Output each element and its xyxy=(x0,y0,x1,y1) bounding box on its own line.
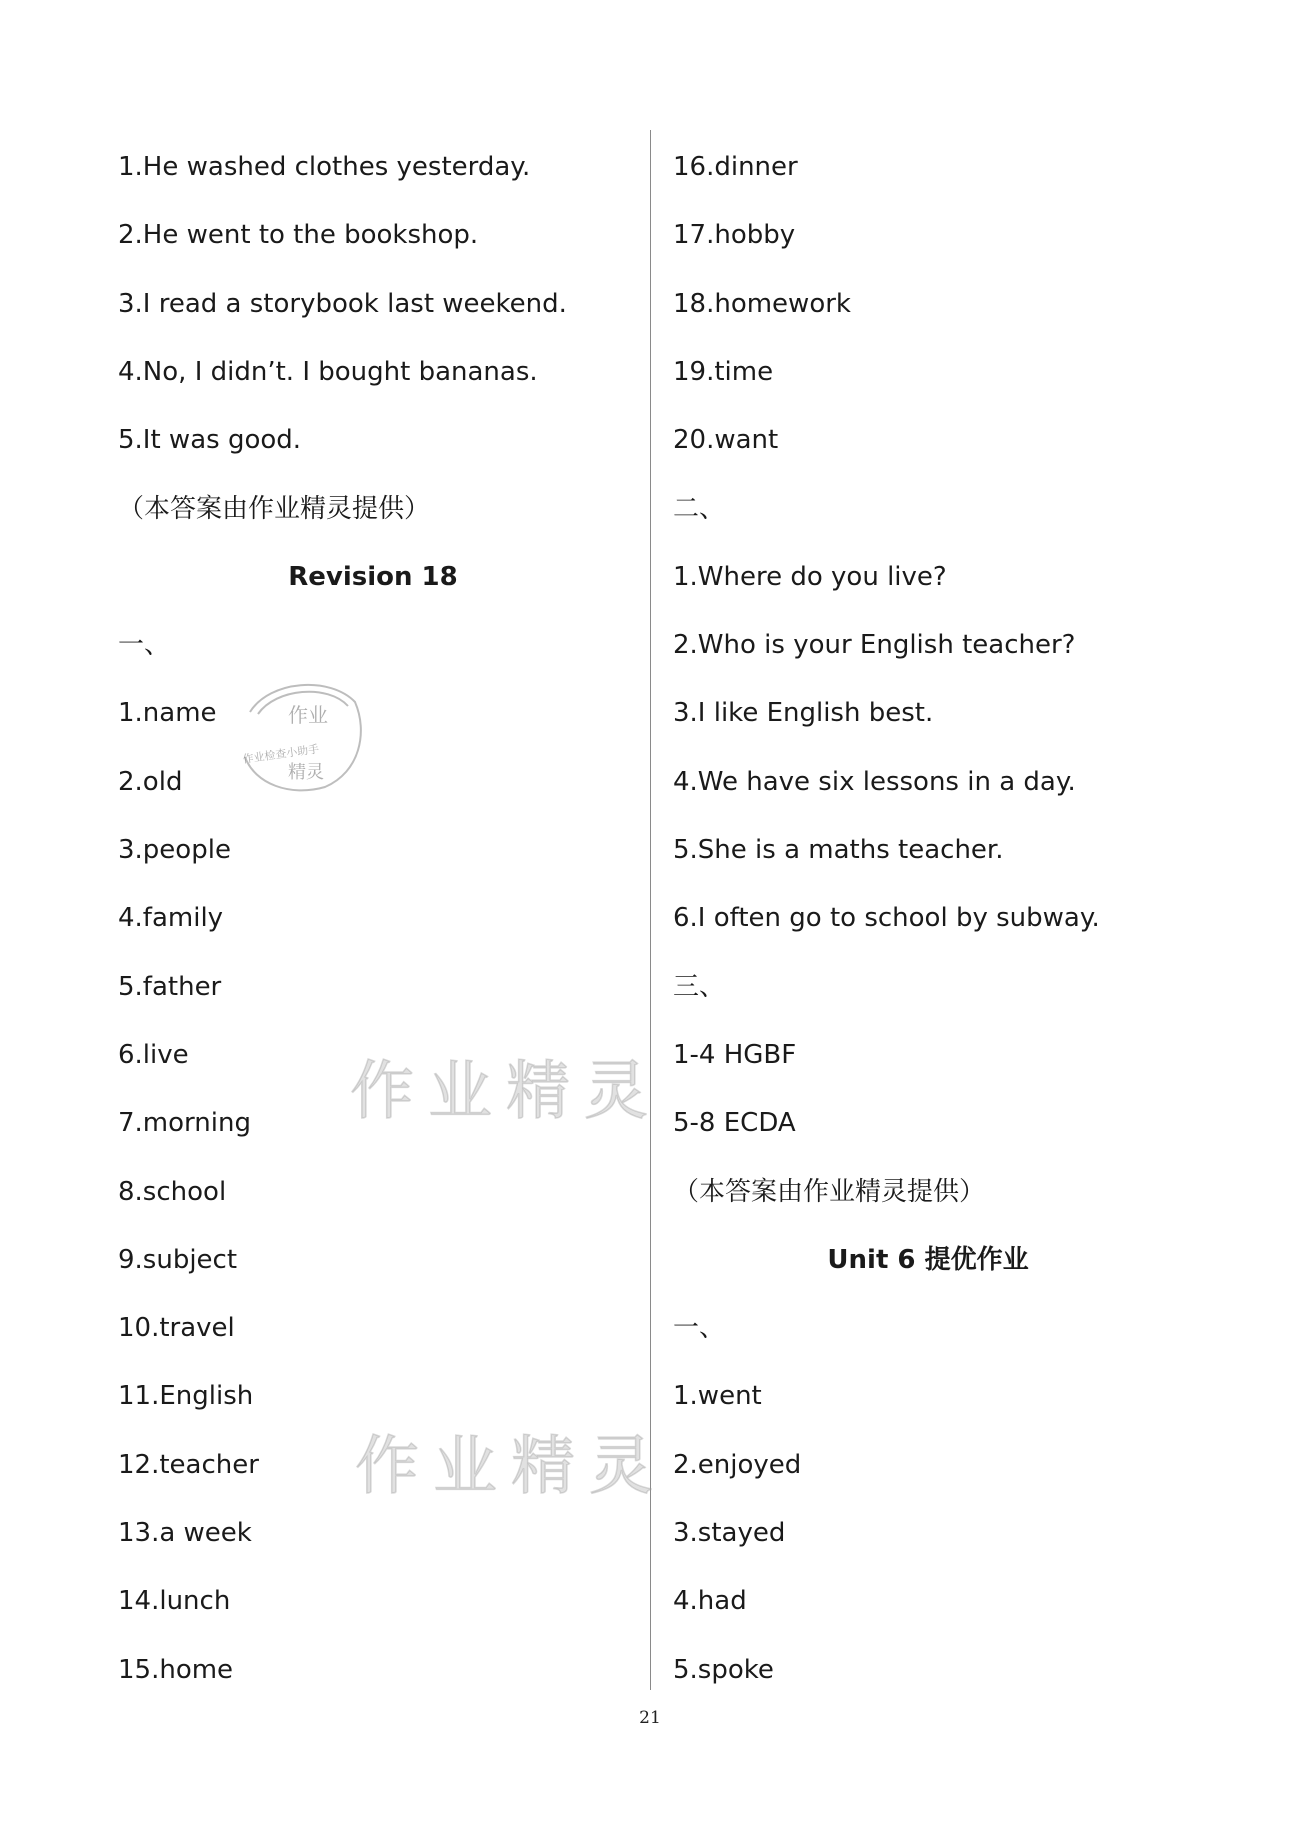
seal-top-text: 作业 xyxy=(288,703,328,727)
right-section: 一、 xyxy=(673,1313,726,1343)
column-divider xyxy=(650,130,651,1690)
left-item: 13.a week xyxy=(118,1518,252,1548)
right-item: 6.I often go to school by subway. xyxy=(673,903,1100,933)
right-item: 5.spoke xyxy=(673,1655,774,1685)
left-item: 8.school xyxy=(118,1177,227,1207)
left-item: 10.travel xyxy=(118,1313,235,1343)
page-number: 21 xyxy=(639,1708,661,1728)
right-item: 1.went xyxy=(673,1381,762,1411)
right-item: 1.Where do you live? xyxy=(673,562,947,592)
right-item: 3.I like English best. xyxy=(673,698,934,728)
right-item: 3.stayed xyxy=(673,1518,786,1548)
left-item: 3.people xyxy=(118,835,231,865)
left-item: 11.English xyxy=(118,1381,254,1411)
left-item: 2.old xyxy=(118,767,183,797)
left-item: 5.It was good. xyxy=(118,425,302,455)
left-item: 4.family xyxy=(118,903,224,933)
right-item: 2.enjoyed xyxy=(673,1450,802,1480)
left-item: 14.lunch xyxy=(118,1586,231,1616)
left-item: 1.He washed clothes yesterday. xyxy=(118,152,531,182)
left-section: 一、 xyxy=(118,630,171,660)
right-item: 2.Who is your English teacher? xyxy=(673,630,1076,660)
left-item: 1.name xyxy=(118,698,217,728)
watermark-upper: 作业精灵 xyxy=(350,1055,662,1129)
right-item: 4.We have six lessons in a day. xyxy=(673,767,1076,797)
left-item: 7.morning xyxy=(118,1108,251,1138)
left-note: （本答案由作业精灵提供） xyxy=(118,494,431,524)
left-item: 5.father xyxy=(118,972,222,1002)
right-section: 二、 xyxy=(673,494,726,524)
right-item: 18.homework xyxy=(673,289,851,319)
right-item: 5-8 ECDA xyxy=(673,1108,796,1138)
right-item: 16.dinner xyxy=(673,152,798,182)
seal-stamp-logo xyxy=(230,672,370,812)
right-item: 5.She is a maths teacher. xyxy=(673,835,1004,865)
watermark-lower: 作业精灵 xyxy=(355,1430,667,1504)
right-item: 19.time xyxy=(673,357,774,387)
seal-bottom-text: 精灵 xyxy=(288,762,324,783)
left-item: 15.home xyxy=(118,1655,234,1685)
left-item: 2.He went to the bookshop. xyxy=(118,220,479,250)
left-item: 6.live xyxy=(118,1040,189,1070)
right-note: （本答案由作业精灵提供） xyxy=(673,1177,986,1207)
seal-middle-text: 作业检查小助手 xyxy=(241,742,320,766)
left-item: 9.subject xyxy=(118,1245,238,1275)
left-item: 3.I read a storybook last weekend. xyxy=(118,289,567,319)
right-section: 三、 xyxy=(673,972,726,1002)
left-heading: Revision 18 xyxy=(288,562,458,592)
right-item: 17.hobby xyxy=(673,220,796,250)
left-item: 12.teacher xyxy=(118,1450,259,1480)
right-item: 1-4 HGBF xyxy=(673,1040,797,1070)
right-item: 20.want xyxy=(673,425,779,455)
left-item: 4.No, I didn’t. I bought bananas. xyxy=(118,357,538,387)
right-heading: Unit 6 提优作业 xyxy=(827,1245,1029,1275)
right-item: 4.had xyxy=(673,1586,747,1616)
